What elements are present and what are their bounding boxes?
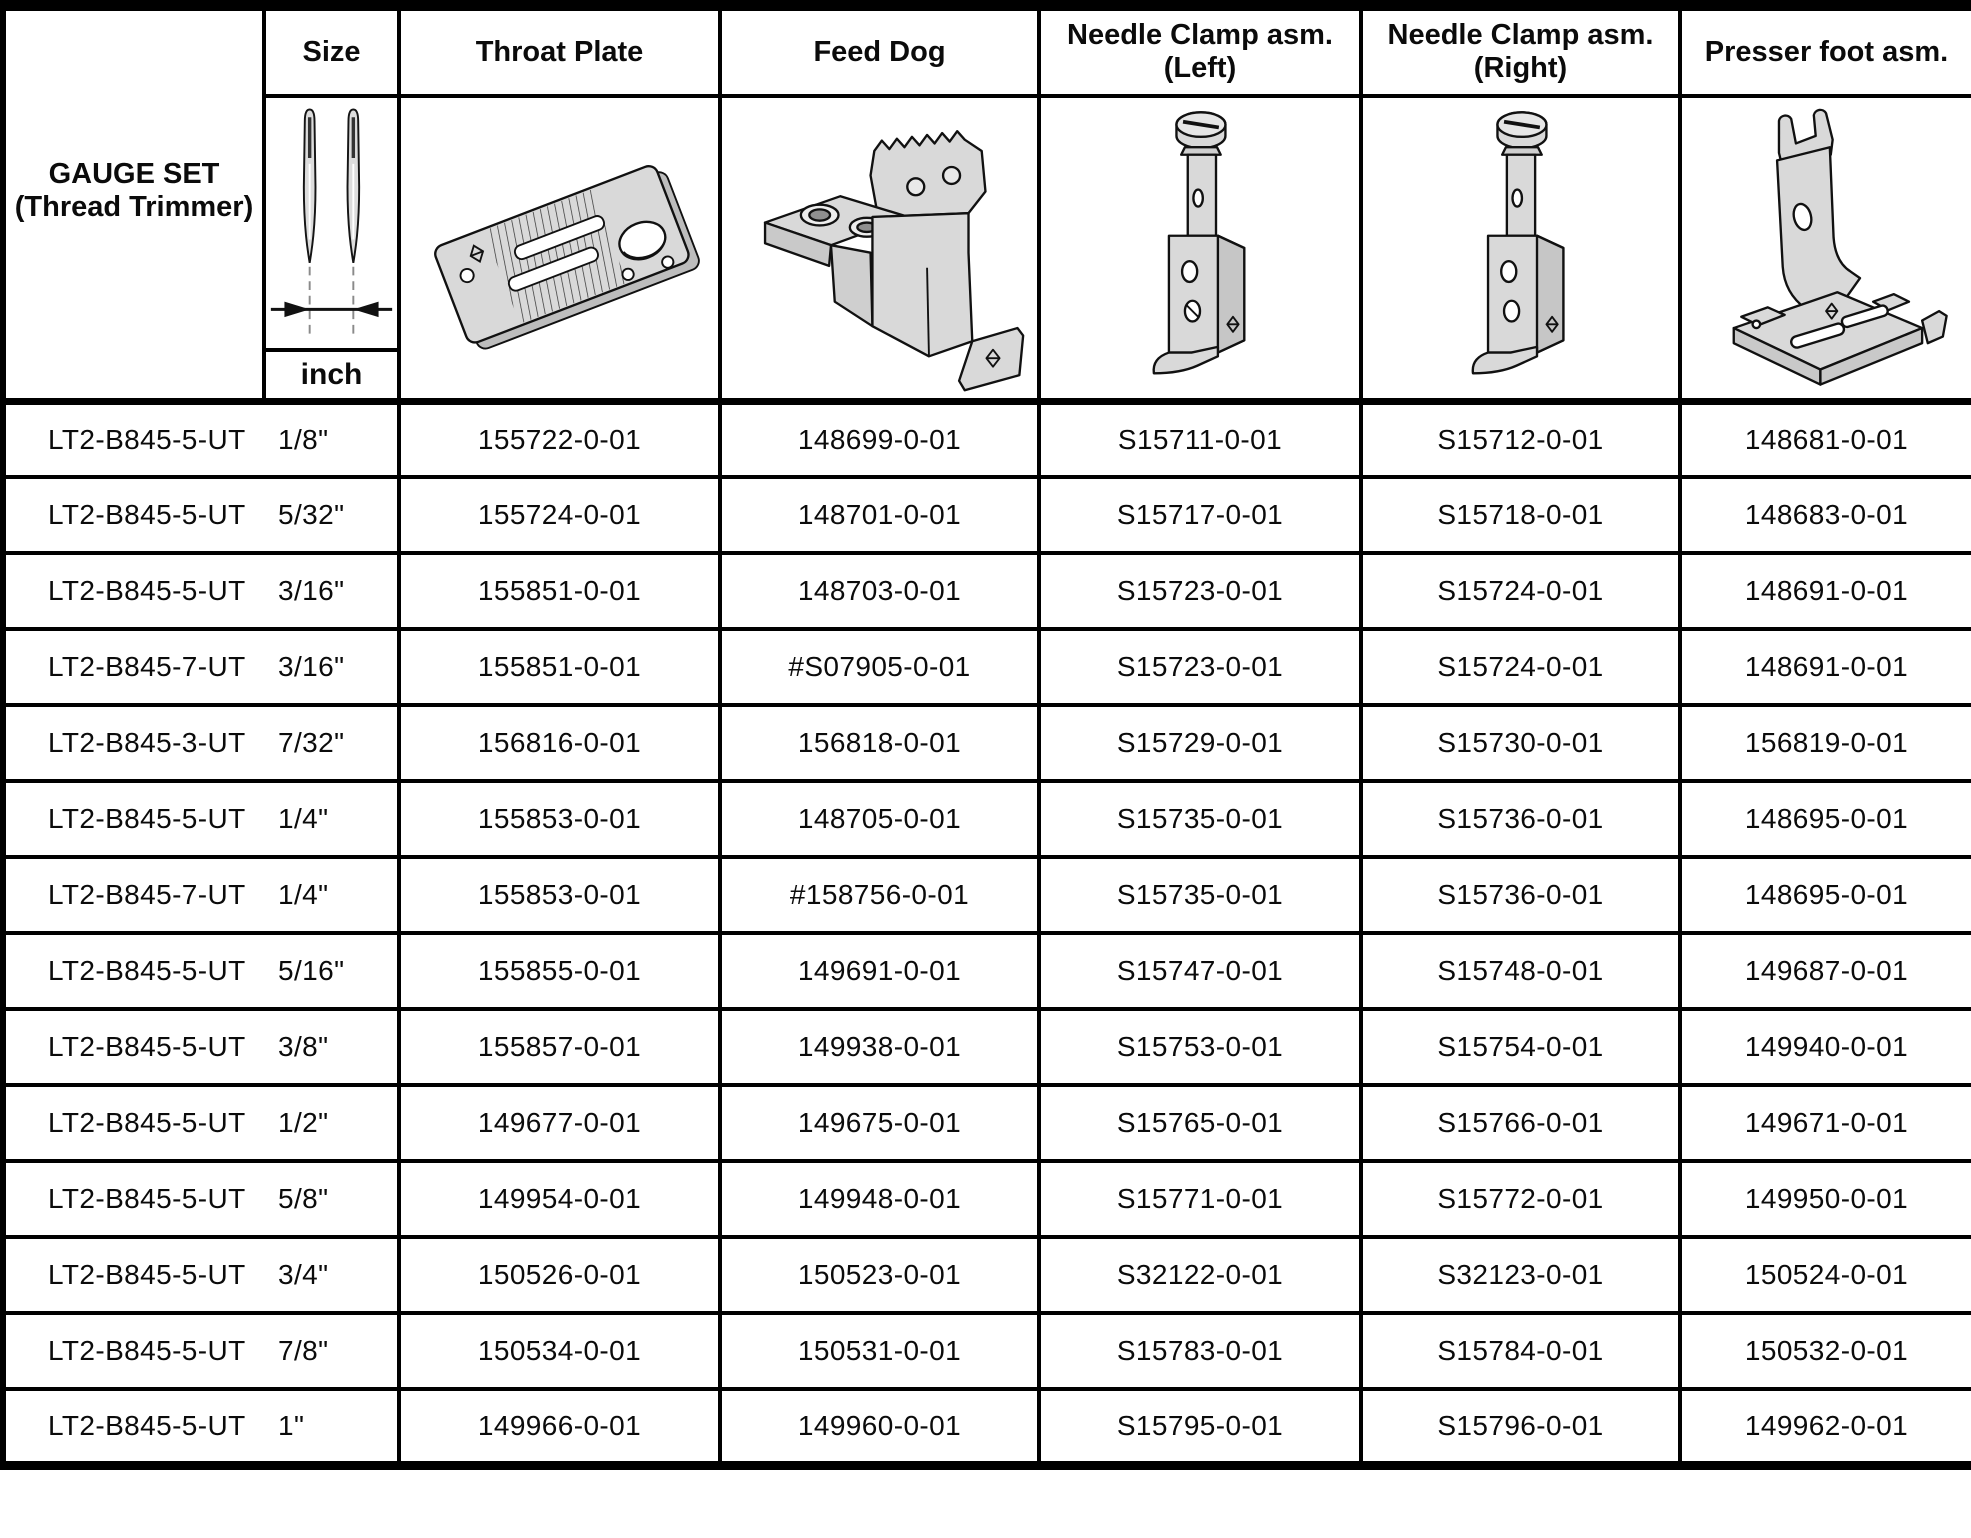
table-row bbox=[3, 857, 1971, 933]
gauge-set-cell bbox=[3, 1085, 399, 1161]
needle-clamp-right-part-number: S15724-0-01 bbox=[1361, 629, 1680, 705]
throat-plate-part-number: 155853-0-01 bbox=[399, 857, 720, 933]
needle-clamp-left-part-number: S15795-0-01 bbox=[1039, 1389, 1361, 1465]
gauge-set-model: LT2-B845-5-UT bbox=[48, 803, 246, 834]
gauge-set-model: LT2-B845-5-UT bbox=[48, 1335, 246, 1366]
gauge-size-value: 5/32" bbox=[278, 499, 345, 530]
table-row bbox=[3, 553, 1971, 629]
presser-foot-part-number: 149950-0-01 bbox=[1680, 1161, 1971, 1237]
inch-unit-label: inch bbox=[266, 348, 397, 398]
needle-clamp-right-part-number: S15712-0-01 bbox=[1361, 401, 1680, 477]
needle-clamp-right-part-number: S15784-0-01 bbox=[1361, 1313, 1680, 1389]
throat-plate-part-number: 150526-0-01 bbox=[399, 1237, 720, 1313]
throat-plate-part-number: 155724-0-01 bbox=[399, 477, 720, 553]
gauge-set-model: LT2-B845-5-UT bbox=[48, 1183, 246, 1214]
gauge-set-cell bbox=[3, 1237, 399, 1313]
table-row bbox=[3, 781, 1971, 857]
gauge-set-header-cell bbox=[3, 6, 264, 402]
column-header-presser-foot: Presser foot asm. bbox=[1680, 6, 1971, 96]
table-row bbox=[3, 1085, 1971, 1161]
needle-clamp-left-part-number: S15723-0-01 bbox=[1039, 553, 1361, 629]
throat-plate-part-number: 155851-0-01 bbox=[399, 629, 720, 705]
throat-plate-part-number: 150534-0-01 bbox=[399, 1313, 720, 1389]
table-row bbox=[3, 1161, 1971, 1237]
throat-plate-part-number: 156816-0-01 bbox=[399, 705, 720, 781]
needle-clamp-left-part-number: S15735-0-01 bbox=[1039, 857, 1361, 933]
illustration-row bbox=[3, 96, 1971, 402]
needle-clamp-right-part-number: S15718-0-01 bbox=[1361, 477, 1680, 553]
needle-clamp-right-part-number: S15796-0-01 bbox=[1361, 1389, 1680, 1465]
table-row bbox=[3, 477, 1971, 553]
gauge-size-value: 5/16" bbox=[278, 955, 345, 986]
presser-foot-part-number: 150532-0-01 bbox=[1680, 1313, 1971, 1389]
gauge-set-model: LT2-B845-5-UT bbox=[48, 575, 246, 606]
presser-foot-part-number: 149940-0-01 bbox=[1680, 1009, 1971, 1085]
gauge-set-model: LT2-B845-3-UT bbox=[48, 727, 246, 758]
gauge-size-value: 3/4" bbox=[278, 1259, 329, 1290]
gauge-set-cell bbox=[3, 629, 399, 705]
gauge-set-model: LT2-B845-5-UT bbox=[48, 423, 246, 455]
gauge-set-model: LT2-B845-5-UT bbox=[48, 1409, 246, 1441]
throat-plate-part-number: 155722-0-01 bbox=[399, 401, 720, 477]
needle-clamp-left-part-number: S15717-0-01 bbox=[1039, 477, 1361, 553]
gauge-size-value: 1/8" bbox=[278, 423, 329, 455]
feed-dog-part-number: 148699-0-01 bbox=[720, 401, 1039, 477]
gauge-size-value: 3/8" bbox=[278, 1031, 329, 1062]
needle-clamp-left-part-number: S15783-0-01 bbox=[1039, 1313, 1361, 1389]
table-row bbox=[3, 1389, 1971, 1465]
gauge-set-model: LT2-B845-7-UT bbox=[48, 879, 246, 910]
gauge-size-value: 3/16" bbox=[278, 651, 345, 682]
gauge-set-cell bbox=[3, 401, 399, 477]
feed-dog-illustration-cell bbox=[720, 96, 1039, 402]
needle-clamp-left-part-number: S32122-0-01 bbox=[1039, 1237, 1361, 1313]
presser-foot-part-number: 156819-0-01 bbox=[1680, 705, 1971, 781]
feed-dog-part-number: #158756-0-01 bbox=[720, 857, 1039, 933]
gauge-set-title-line1: GAUGE SET bbox=[48, 157, 220, 190]
feed-dog-part-number: 150523-0-01 bbox=[720, 1237, 1039, 1313]
needle-clamp-left-part-number: S15753-0-01 bbox=[1039, 1009, 1361, 1085]
feed-dog-part-number: 149948-0-01 bbox=[720, 1161, 1039, 1237]
gauge-set-cell bbox=[3, 1161, 399, 1237]
gauge-size-value: 3/16" bbox=[278, 575, 345, 606]
presser-foot-part-number: 148691-0-01 bbox=[1680, 553, 1971, 629]
needle-clamp-left-part-number: S15729-0-01 bbox=[1039, 705, 1361, 781]
needle-clamp-right-part-number: S15754-0-01 bbox=[1361, 1009, 1680, 1085]
feed-dog-part-number: 150531-0-01 bbox=[720, 1313, 1039, 1389]
needle-clamp-left-part-number: S15765-0-01 bbox=[1039, 1085, 1361, 1161]
gauge-size-value: 1" bbox=[278, 1409, 305, 1441]
throat-plate-part-number: 155857-0-01 bbox=[399, 1009, 720, 1085]
throat-plate-illustration-cell bbox=[399, 96, 720, 402]
feed-dog-part-number: 149675-0-01 bbox=[720, 1085, 1039, 1161]
feed-dog-part-number: 148705-0-01 bbox=[720, 781, 1039, 857]
throat-plate-part-number: 149677-0-01 bbox=[399, 1085, 720, 1161]
presser-foot-illustration-cell bbox=[1680, 96, 1971, 402]
gauge-set-cell bbox=[3, 1313, 399, 1389]
feed-dog-part-number: 149938-0-01 bbox=[720, 1009, 1039, 1085]
throat-plate-part-number: 155855-0-01 bbox=[399, 933, 720, 1009]
needle-clamp-right-illustration-cell bbox=[1361, 96, 1680, 402]
gauge-set-cell bbox=[3, 705, 399, 781]
throat-plate-part-number: 155853-0-01 bbox=[399, 781, 720, 857]
presser-foot-part-number: 149687-0-01 bbox=[1680, 933, 1971, 1009]
gauge-size-value: 5/8" bbox=[278, 1183, 329, 1214]
gauge-set-cell bbox=[3, 857, 399, 933]
needle-clamp-right-part-number: S15730-0-01 bbox=[1361, 705, 1680, 781]
column-header-feed-dog: Feed Dog bbox=[720, 6, 1039, 96]
table-row bbox=[3, 705, 1971, 781]
size-illustration-cell bbox=[264, 96, 399, 402]
gauge-set-model: LT2-B845-5-UT bbox=[48, 1107, 246, 1138]
needle-clamp-left-part-number: S15747-0-01 bbox=[1039, 933, 1361, 1009]
presser-foot-part-number: 148691-0-01 bbox=[1680, 629, 1971, 705]
needle-clamp-left-icon bbox=[1043, 102, 1357, 394]
gauge-set-cell bbox=[3, 1389, 399, 1465]
throat-plate-part-number: 155851-0-01 bbox=[399, 553, 720, 629]
gauge-size-value: 7/32" bbox=[278, 727, 345, 758]
feed-dog-part-number: 149691-0-01 bbox=[720, 933, 1039, 1009]
presser-foot-part-number: 149671-0-01 bbox=[1680, 1085, 1971, 1161]
gauge-set-cell bbox=[3, 477, 399, 553]
presser-foot-part-number: 148681-0-01 bbox=[1680, 401, 1971, 477]
throat-plate-part-number: 149966-0-01 bbox=[399, 1389, 720, 1465]
header-row bbox=[3, 6, 1971, 96]
needle-clamp-left-part-number: S15711-0-01 bbox=[1039, 401, 1361, 477]
presser-foot-part-number: 148683-0-01 bbox=[1680, 477, 1971, 553]
table-row bbox=[3, 1237, 1971, 1313]
column-header-size: Size bbox=[264, 6, 399, 96]
gauge-set-title-line2: (Thread Trimmer) bbox=[14, 191, 254, 224]
twin-needles-icon bbox=[266, 100, 397, 348]
table-row bbox=[3, 401, 1971, 477]
needle-clamp-right-part-number: S15724-0-01 bbox=[1361, 553, 1680, 629]
table-row bbox=[3, 629, 1971, 705]
column-header-needle-clamp-right: Needle Clamp asm. (Right) bbox=[1361, 6, 1680, 96]
throat-plate-part-number: 149954-0-01 bbox=[399, 1161, 720, 1237]
feed-dog-part-number: 148703-0-01 bbox=[720, 553, 1039, 629]
gauge-size-value: 1/2" bbox=[278, 1107, 329, 1138]
needle-clamp-left-part-number: S15723-0-01 bbox=[1039, 629, 1361, 705]
needle-clamp-right-part-number: S15736-0-01 bbox=[1361, 781, 1680, 857]
needle-clamp-right-part-number: S32123-0-01 bbox=[1361, 1237, 1680, 1313]
gauge-set-model: LT2-B845-5-UT bbox=[48, 1259, 246, 1290]
gauge-set-cell bbox=[3, 1009, 399, 1085]
presser-foot-part-number: 149962-0-01 bbox=[1680, 1389, 1971, 1465]
table-row bbox=[3, 1009, 1971, 1085]
gauge-set-cell bbox=[3, 781, 399, 857]
needle-clamp-right-icon bbox=[1364, 102, 1678, 394]
gauge-size-value: 1/4" bbox=[278, 803, 329, 834]
gauge-set-model: LT2-B845-5-UT bbox=[48, 1031, 246, 1062]
needle-clamp-left-part-number: S15771-0-01 bbox=[1039, 1161, 1361, 1237]
feed-dog-part-number: 149960-0-01 bbox=[720, 1389, 1039, 1465]
column-header-needle-clamp-left: Needle Clamp asm. (Left) bbox=[1039, 6, 1361, 96]
gauge-set-model: LT2-B845-5-UT bbox=[48, 499, 246, 530]
presser-foot-part-number: 148695-0-01 bbox=[1680, 857, 1971, 933]
needle-clamp-right-part-number: S15736-0-01 bbox=[1361, 857, 1680, 933]
gauge-set-model: LT2-B845-7-UT bbox=[48, 651, 246, 682]
feed-dog-icon bbox=[724, 102, 1035, 394]
needle-clamp-right-part-number: S15772-0-01 bbox=[1361, 1161, 1680, 1237]
needle-clamp-left-illustration-cell bbox=[1039, 96, 1361, 402]
feed-dog-part-number: #S07905-0-01 bbox=[720, 629, 1039, 705]
feed-dog-part-number: 156818-0-01 bbox=[720, 705, 1039, 781]
table-row bbox=[3, 1313, 1971, 1389]
gauge-size-value: 1/4" bbox=[278, 879, 329, 910]
gauge-set-cell bbox=[3, 933, 399, 1009]
gauge-set-cell bbox=[3, 553, 399, 629]
throat-plate-icon bbox=[403, 102, 716, 394]
column-header-throat-plate: Throat Plate bbox=[399, 6, 720, 96]
needle-clamp-right-part-number: S15748-0-01 bbox=[1361, 933, 1680, 1009]
presser-foot-icon bbox=[1684, 102, 1970, 394]
gauge-set-model: LT2-B845-5-UT bbox=[48, 955, 246, 986]
needle-clamp-right-part-number: S15766-0-01 bbox=[1361, 1085, 1680, 1161]
needle-clamp-left-part-number: S15735-0-01 bbox=[1039, 781, 1361, 857]
presser-foot-part-number: 150524-0-01 bbox=[1680, 1237, 1971, 1313]
table-row bbox=[3, 933, 1971, 1009]
presser-foot-part-number: 148695-0-01 bbox=[1680, 781, 1971, 857]
feed-dog-part-number: 148701-0-01 bbox=[720, 477, 1039, 553]
gauge-size-value: 7/8" bbox=[278, 1335, 329, 1366]
